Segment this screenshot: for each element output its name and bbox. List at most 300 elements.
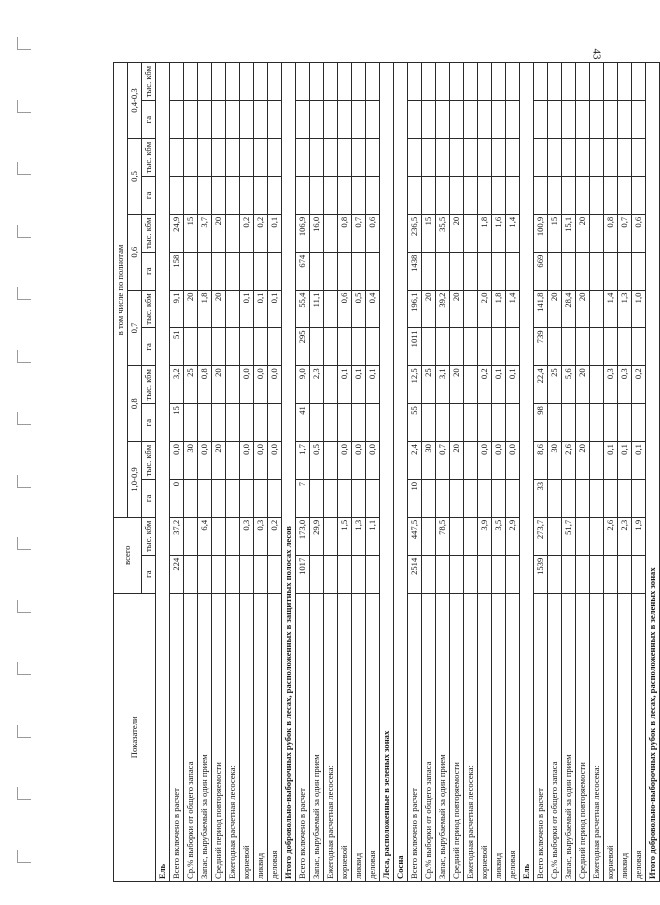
- table-cell: [590, 404, 604, 442]
- table-cell: [324, 479, 338, 517]
- table-cell: 30: [184, 442, 198, 480]
- table-cell: 9,1: [170, 290, 184, 328]
- table-cell: [254, 139, 268, 177]
- table-cell: [254, 176, 268, 214]
- unit-ha-header: га: [142, 252, 156, 290]
- table-cell: 0,0: [478, 442, 492, 480]
- table-cell: [492, 176, 506, 214]
- table-row: [366, 63, 380, 882]
- table-row: [324, 63, 338, 882]
- table-cell: [534, 101, 548, 139]
- table-cell: [450, 404, 464, 442]
- table-cell: 35,5: [436, 214, 450, 252]
- table-cell: [212, 404, 226, 442]
- table-cell: [352, 404, 366, 442]
- table-cell: [296, 101, 310, 139]
- table-row: [604, 63, 618, 882]
- table-cell: [632, 328, 646, 366]
- table-cell: [464, 404, 478, 442]
- table-cell: 6,4: [198, 517, 212, 555]
- table-cell: 33: [534, 479, 548, 517]
- table-cell: 0,6: [632, 214, 646, 252]
- table-cell: [436, 139, 450, 177]
- table-cell: 273,7: [534, 517, 548, 555]
- row-label: ликвид: [492, 593, 506, 881]
- table-cell: [422, 63, 436, 101]
- table-cell: [436, 101, 450, 139]
- table-row: [422, 63, 436, 882]
- table-cell: [268, 328, 282, 366]
- table-cell: [268, 139, 282, 177]
- table-cell: [464, 517, 478, 555]
- table-cell: [324, 517, 338, 555]
- table-cell: [254, 555, 268, 593]
- table-cell: [604, 328, 618, 366]
- table-cell: [352, 63, 366, 101]
- table-cell: 20: [184, 290, 198, 328]
- section-title: Ель: [520, 63, 534, 882]
- table-cell: [604, 479, 618, 517]
- table-cell: 20: [576, 214, 590, 252]
- table-cell: 1,3: [352, 517, 366, 555]
- table-cell: [436, 328, 450, 366]
- table-cell: 30: [548, 442, 562, 480]
- table-cell: [240, 555, 254, 593]
- table-row: [632, 63, 646, 882]
- table-cell: [632, 252, 646, 290]
- section-title: Итого добровольно-выборочных рубок в лесах, расположенных в защитных полосах лесов: [282, 63, 296, 882]
- table-cell: 0: [170, 479, 184, 517]
- table-cell: 29,9: [310, 517, 324, 555]
- table-cell: [254, 404, 268, 442]
- table-row: [352, 63, 366, 882]
- density-group-header: 0,7: [128, 290, 142, 366]
- table-cell: 1017: [296, 555, 310, 593]
- table-cell: 196,1: [408, 290, 422, 328]
- table-cell: [632, 555, 646, 593]
- table-cell: 0,0: [352, 442, 366, 480]
- table-cell: [240, 328, 254, 366]
- table-cell: [492, 479, 506, 517]
- table-cell: 0,2: [268, 517, 282, 555]
- table-cell: [338, 555, 352, 593]
- table-cell: [464, 479, 478, 517]
- table-cell: [604, 252, 618, 290]
- table-cell: [324, 214, 338, 252]
- table-cell: 0,7: [618, 214, 632, 252]
- table-cell: 78,5: [436, 517, 450, 555]
- table-cell: [324, 139, 338, 177]
- table-cell: [198, 404, 212, 442]
- table-cell: 20: [212, 442, 226, 480]
- row-label: Запас, вырубаемый за один прием: [562, 593, 576, 881]
- table-cell: [548, 404, 562, 442]
- table-cell: [268, 252, 282, 290]
- table-cell: [492, 328, 506, 366]
- table-cell: [450, 252, 464, 290]
- table-cell: [226, 442, 240, 480]
- table-row: [534, 63, 548, 882]
- table-cell: [268, 63, 282, 101]
- table-cell: [366, 479, 380, 517]
- table-cell: [310, 63, 324, 101]
- table-cell: 3,9: [478, 517, 492, 555]
- table-cell: [548, 328, 562, 366]
- table-cell: 0,1: [268, 290, 282, 328]
- table-cell: [576, 63, 590, 101]
- unit-ha-header: га: [142, 101, 156, 139]
- table-cell: [352, 328, 366, 366]
- table-cell: [604, 101, 618, 139]
- table-cell: [576, 517, 590, 555]
- table-cell: 3,2: [170, 366, 184, 404]
- table-cell: [324, 101, 338, 139]
- table-cell: 1438: [408, 252, 422, 290]
- table-cell: [226, 517, 240, 555]
- table-cell: [226, 252, 240, 290]
- table-cell: [254, 101, 268, 139]
- table-cell: [212, 176, 226, 214]
- table-cell: [492, 63, 506, 101]
- table-cell: [618, 328, 632, 366]
- row-label: Всего включено в расчет: [296, 593, 310, 881]
- density-group-header: 0,8: [128, 366, 142, 442]
- table-cell: 30: [422, 442, 436, 480]
- unit-volume-header: тыс. кбм: [142, 517, 156, 555]
- table-cell: [562, 252, 576, 290]
- table-cell: [184, 555, 198, 593]
- table-cell: [324, 63, 338, 101]
- table-cell: [632, 176, 646, 214]
- table-cell: 236,5: [408, 214, 422, 252]
- table-cell: [576, 252, 590, 290]
- table-cell: [184, 517, 198, 555]
- table-cell: [590, 328, 604, 366]
- table-cell: 669: [534, 252, 548, 290]
- table-row: [184, 63, 198, 882]
- table-cell: [464, 442, 478, 480]
- table-cell: 224: [170, 555, 184, 593]
- table-cell: [590, 555, 604, 593]
- table-cell: [366, 404, 380, 442]
- table-cell: [240, 252, 254, 290]
- row-label: корневой: [478, 593, 492, 881]
- table-cell: 0,0: [492, 442, 506, 480]
- table-cell: [184, 328, 198, 366]
- table-cell: [590, 101, 604, 139]
- row-label: корневой: [604, 593, 618, 881]
- table-row: [240, 63, 254, 882]
- table-cell: [506, 328, 520, 366]
- table-cell: [338, 252, 352, 290]
- table-cell: 20: [576, 290, 590, 328]
- table-cell: 41: [296, 404, 310, 442]
- row-label: ликвид: [352, 593, 366, 881]
- table-cell: 15: [184, 214, 198, 252]
- table-cell: [240, 176, 254, 214]
- table-cell: 0,1: [254, 290, 268, 328]
- table-cell: 0,0: [338, 442, 352, 480]
- table-cell: 10: [408, 479, 422, 517]
- table-cell: [478, 479, 492, 517]
- table-cell: 0,2: [254, 214, 268, 252]
- table-cell: 0,1: [492, 366, 506, 404]
- table-cell: 15: [548, 214, 562, 252]
- table-cell: [618, 479, 632, 517]
- table-cell: [366, 252, 380, 290]
- table-cell: [506, 252, 520, 290]
- table-cell: [338, 479, 352, 517]
- table-cell: [506, 139, 520, 177]
- table-cell: 0,0: [254, 442, 268, 480]
- table-cell: [618, 555, 632, 593]
- table-cell: [422, 404, 436, 442]
- table-cell: [548, 139, 562, 177]
- table-cell: 1,0: [632, 290, 646, 328]
- table-cell: [422, 479, 436, 517]
- table-cell: [422, 101, 436, 139]
- table-cell: 0,5: [352, 290, 366, 328]
- table-cell: 0,6: [338, 290, 352, 328]
- density-group-header: 0,4-0,3: [128, 63, 142, 139]
- table-cell: 0,0: [240, 366, 254, 404]
- table-cell: [352, 479, 366, 517]
- table-cell: [632, 63, 646, 101]
- row-label: корневой: [240, 593, 254, 881]
- table-cell: 28,4: [562, 290, 576, 328]
- table-cell: 0,1: [338, 366, 352, 404]
- table-cell: [450, 63, 464, 101]
- table-cell: [324, 328, 338, 366]
- table-row: [576, 63, 590, 882]
- table-cell: [212, 555, 226, 593]
- table-cell: 55,4: [296, 290, 310, 328]
- table-cell: [170, 139, 184, 177]
- table-cell: [324, 252, 338, 290]
- table-cell: 0,5: [310, 442, 324, 480]
- table-cell: 1,8: [492, 290, 506, 328]
- table-cell: [562, 479, 576, 517]
- table-row: [436, 63, 450, 882]
- table-cell: [310, 139, 324, 177]
- table-cell: 20: [450, 442, 464, 480]
- table-cell: 0,3: [240, 517, 254, 555]
- table-cell: [436, 479, 450, 517]
- table-cell: [534, 176, 548, 214]
- table-cell: 1,6: [492, 214, 506, 252]
- table-cell: 12,5: [408, 366, 422, 404]
- table-cell: [408, 101, 422, 139]
- table-cell: 15: [170, 404, 184, 442]
- table-row: [548, 63, 562, 882]
- table-cell: 1,8: [198, 290, 212, 328]
- table-cell: [338, 328, 352, 366]
- table-cell: 173,0: [296, 517, 310, 555]
- table-cell: 25: [548, 366, 562, 404]
- table-cell: [548, 517, 562, 555]
- table-cell: [590, 479, 604, 517]
- table-cell: 2,6: [604, 517, 618, 555]
- unit-ha-header: га: [142, 328, 156, 366]
- table-cell: [226, 479, 240, 517]
- table-cell: [324, 404, 338, 442]
- table-cell: [436, 555, 450, 593]
- section-row: [646, 63, 660, 882]
- table-cell: [590, 290, 604, 328]
- table-cell: [324, 176, 338, 214]
- table-cell: [506, 404, 520, 442]
- table-cell: [226, 404, 240, 442]
- table-cell: [618, 101, 632, 139]
- table-cell: 0,7: [352, 214, 366, 252]
- page-number: 43: [590, 48, 603, 60]
- table-cell: [590, 252, 604, 290]
- table-cell: [240, 139, 254, 177]
- table-row: [310, 63, 324, 882]
- table-cell: [184, 101, 198, 139]
- table-cell: 5,6: [562, 366, 576, 404]
- table-cell: [310, 404, 324, 442]
- table-cell: [562, 555, 576, 593]
- table-cell: 1,8: [478, 214, 492, 252]
- table-row: [296, 63, 310, 882]
- table-cell: [632, 404, 646, 442]
- section-title: Итого добровольно-выборочных рубок в лесах, расположенных в зеленых зонах: [646, 63, 660, 882]
- table-cell: [296, 63, 310, 101]
- unit-ha-header: га: [142, 555, 156, 593]
- table-cell: [422, 328, 436, 366]
- table-cell: [310, 252, 324, 290]
- row-label: Всего включено в расчет: [534, 593, 548, 881]
- table-cell: [240, 101, 254, 139]
- row-label: Средний период повторяемости: [576, 593, 590, 881]
- table-cell: [436, 176, 450, 214]
- table-cell: [506, 101, 520, 139]
- table-cell: [170, 101, 184, 139]
- table-cell: 0,1: [366, 366, 380, 404]
- table-container: [113, 62, 658, 882]
- table-cell: [632, 101, 646, 139]
- row-label: Средний период повторяемости: [212, 593, 226, 881]
- row-label: Ежегодная расчетная лесосека:: [226, 593, 240, 881]
- row-label: деловая: [632, 593, 646, 881]
- table-cell: [478, 555, 492, 593]
- table-cell: [352, 252, 366, 290]
- table-cell: [366, 328, 380, 366]
- table-cell: [618, 63, 632, 101]
- table-cell: 447,5: [408, 517, 422, 555]
- table-cell: 0,2: [478, 366, 492, 404]
- row-label: Ежегодная расчетная лесосека:: [324, 593, 338, 881]
- table-cell: 25: [422, 366, 436, 404]
- table-cell: [422, 555, 436, 593]
- table-cell: [352, 101, 366, 139]
- table-cell: 2514: [408, 555, 422, 593]
- table-cell: 141,8: [534, 290, 548, 328]
- table-cell: 20: [212, 290, 226, 328]
- table-cell: 20: [450, 366, 464, 404]
- table-cell: [576, 479, 590, 517]
- table-row: [254, 63, 268, 882]
- table-cell: [464, 176, 478, 214]
- table-cell: 739: [534, 328, 548, 366]
- table-cell: 37,2: [170, 517, 184, 555]
- table-cell: [506, 176, 520, 214]
- table-cell: [590, 139, 604, 177]
- unit-ha-header: га: [142, 404, 156, 442]
- table-cell: [226, 328, 240, 366]
- table-cell: 1539: [534, 555, 548, 593]
- table-cell: 0,2: [632, 366, 646, 404]
- table-cell: [534, 63, 548, 101]
- table-cell: [268, 479, 282, 517]
- table-cell: 0,8: [338, 214, 352, 252]
- table-cell: 2,0: [478, 290, 492, 328]
- table-cell: [198, 479, 212, 517]
- table-cell: [198, 328, 212, 366]
- table-row: [408, 63, 422, 882]
- table-cell: [464, 252, 478, 290]
- table-cell: [478, 404, 492, 442]
- table-cell: 20: [212, 214, 226, 252]
- unit-volume-header: тыс. кбм: [142, 214, 156, 252]
- table-cell: [198, 555, 212, 593]
- row-label: Ежегодная расчетная лесосека:: [590, 593, 604, 881]
- table-cell: [450, 517, 464, 555]
- table-cell: 1,1: [366, 517, 380, 555]
- table-cell: [366, 555, 380, 593]
- table-cell: [254, 328, 268, 366]
- table-cell: 39,2: [436, 290, 450, 328]
- table-cell: [226, 176, 240, 214]
- table-cell: [408, 63, 422, 101]
- table-cell: [240, 404, 254, 442]
- table-cell: 106,9: [296, 214, 310, 252]
- density-group-header: 0,5: [128, 139, 142, 215]
- table-cell: 2,3: [618, 517, 632, 555]
- table-cell: [478, 101, 492, 139]
- table-row: [198, 63, 212, 882]
- table-cell: [170, 63, 184, 101]
- table-cell: 16,0: [310, 214, 324, 252]
- table-cell: [576, 139, 590, 177]
- table-cell: [548, 101, 562, 139]
- table-cell: 55: [408, 404, 422, 442]
- table-cell: [548, 555, 562, 593]
- table-cell: [184, 139, 198, 177]
- table-row: [464, 63, 478, 882]
- table-cell: [310, 328, 324, 366]
- table-cell: [212, 328, 226, 366]
- table-cell: [562, 101, 576, 139]
- section-row: [520, 63, 534, 882]
- table-cell: [478, 63, 492, 101]
- table-row: [212, 63, 226, 882]
- table-row: [226, 63, 240, 882]
- table-cell: [576, 555, 590, 593]
- row-label: ликвид: [618, 593, 632, 881]
- table-cell: [464, 63, 478, 101]
- table-cell: 1,7: [296, 442, 310, 480]
- table-cell: [226, 101, 240, 139]
- table-cell: 24,9: [170, 214, 184, 252]
- table-cell: [226, 290, 240, 328]
- table-cell: [352, 176, 366, 214]
- table-cell: [184, 479, 198, 517]
- table-cell: 1,4: [604, 290, 618, 328]
- table-cell: 0,1: [618, 442, 632, 480]
- table-row: [170, 63, 184, 882]
